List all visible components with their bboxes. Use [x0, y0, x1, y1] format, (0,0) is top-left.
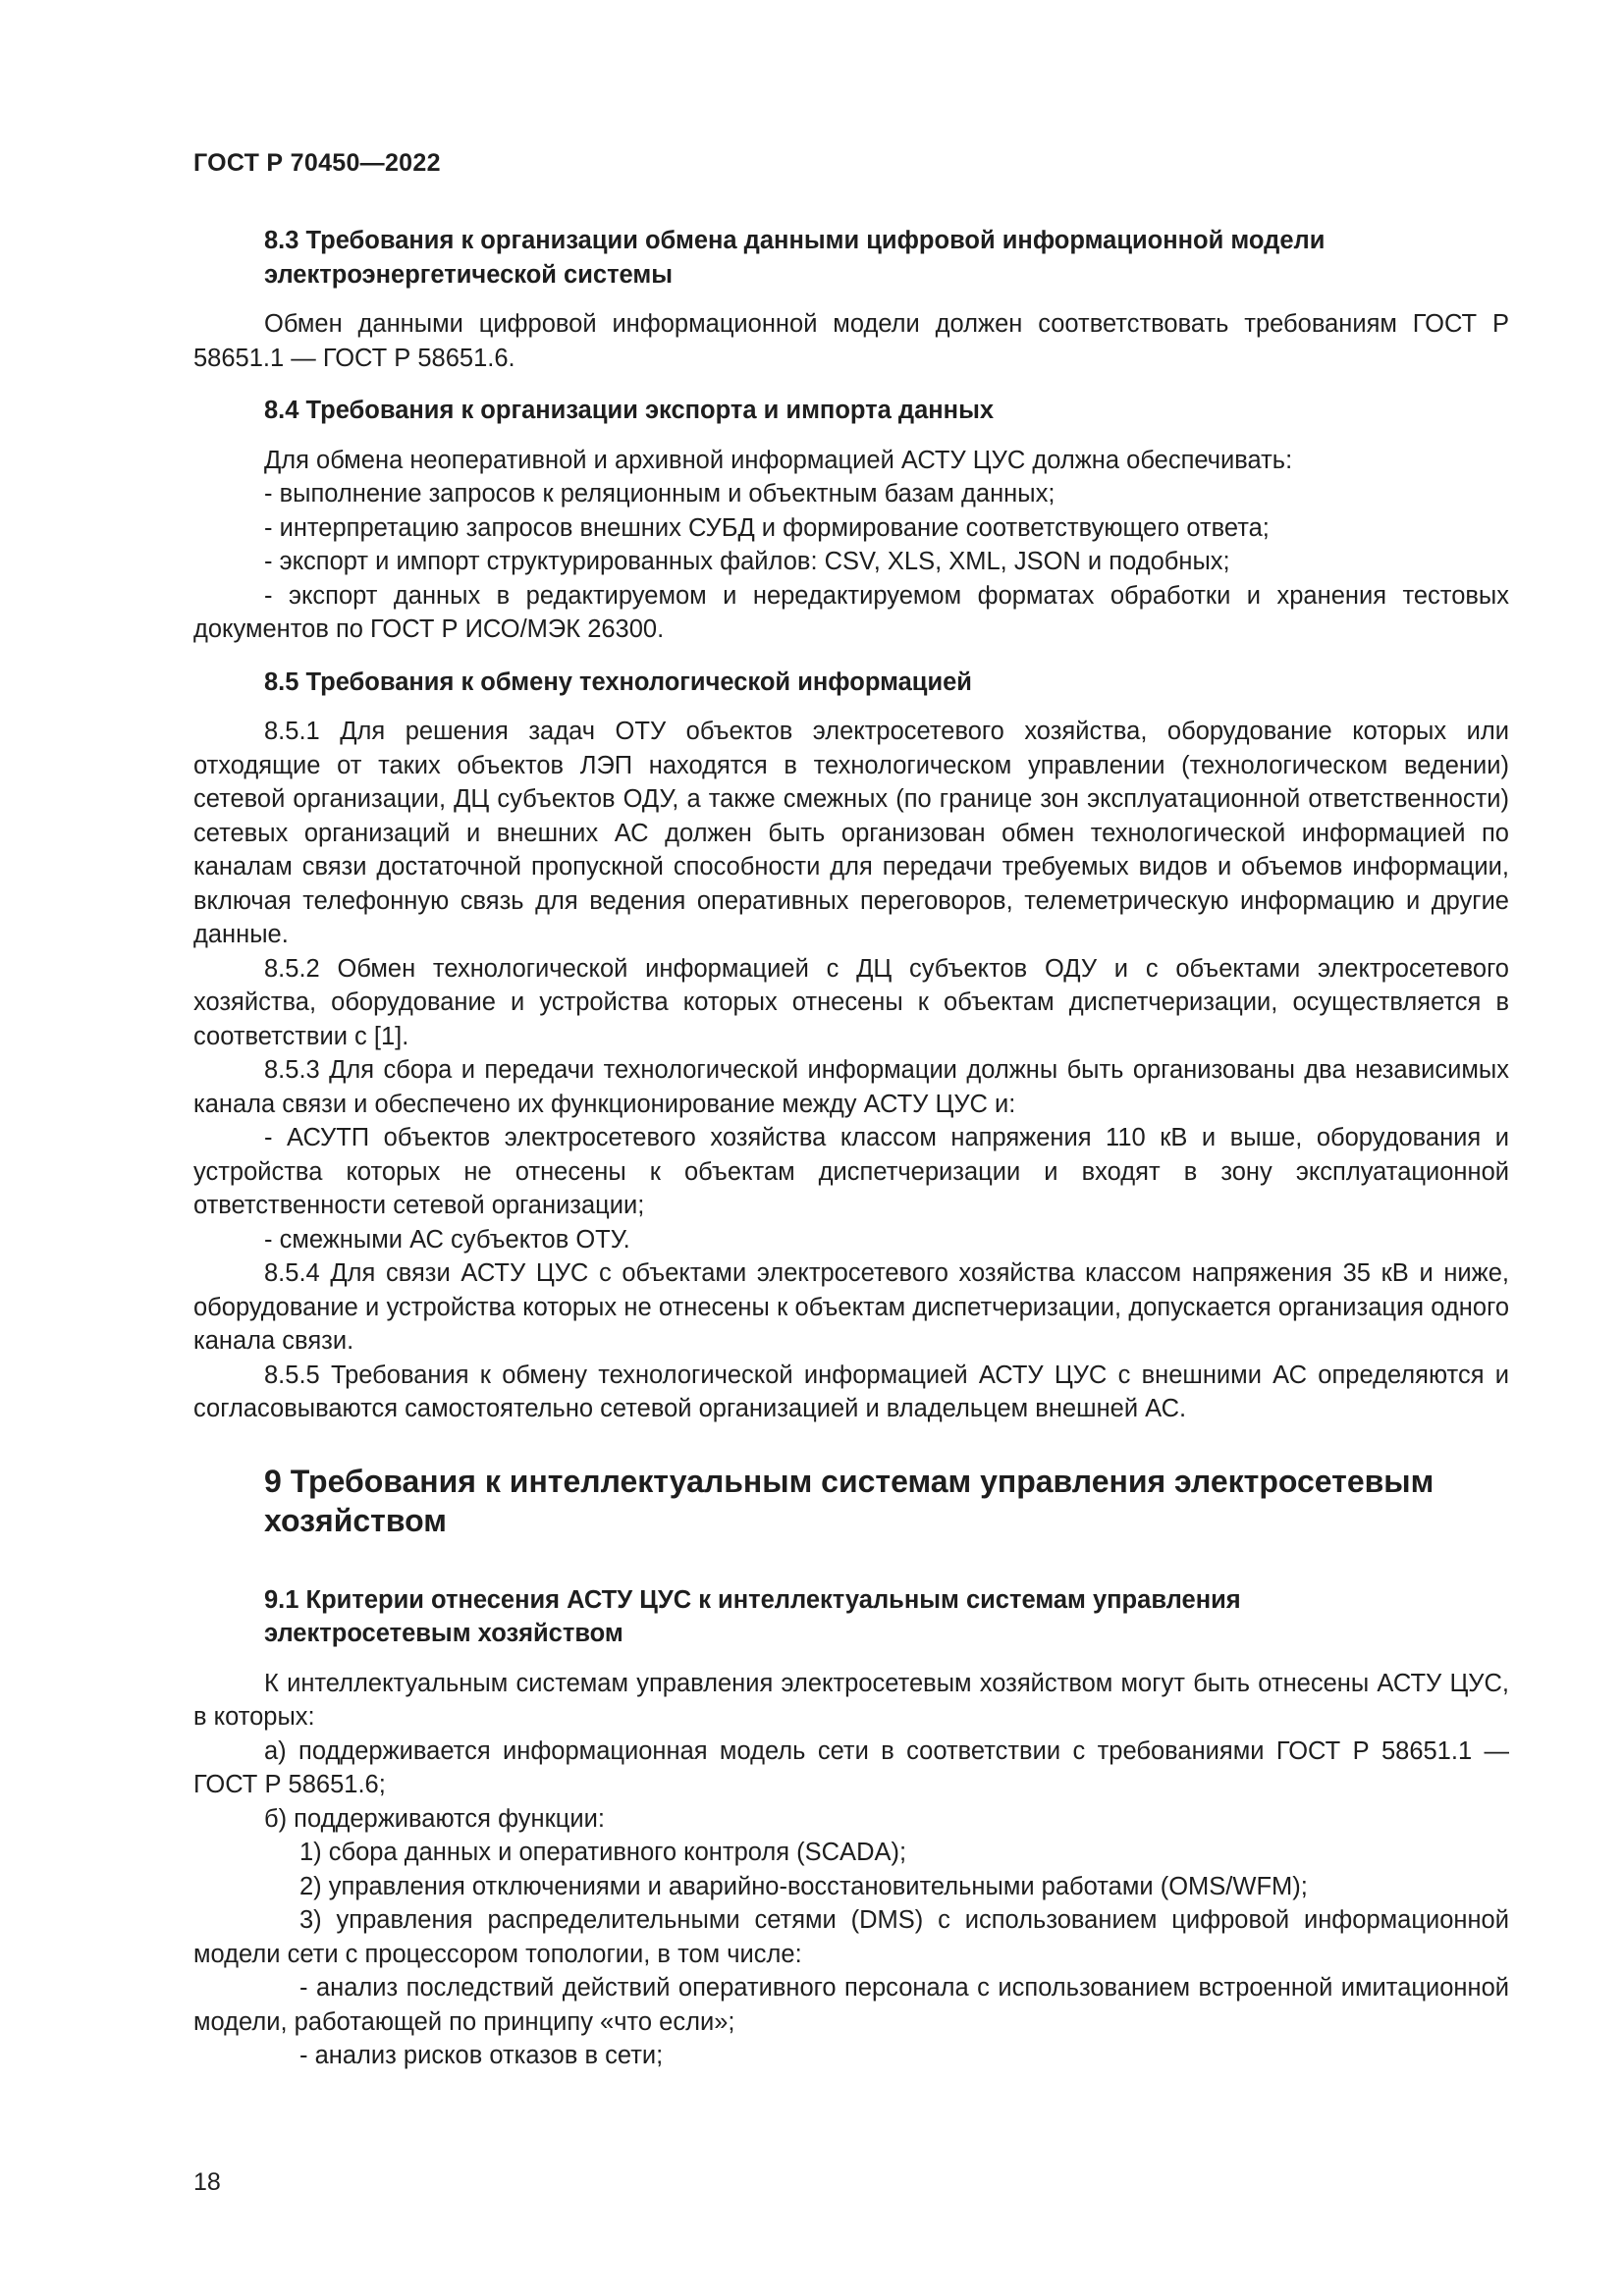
- document-code-header: ГОСТ Р 70450—2022: [193, 149, 441, 177]
- section-9-1-item-b: б) поддерживаются функции:: [264, 1804, 605, 1833]
- function-item-2: 2) управления отключениями и аварийно-восстановительными работами (OMS/WFM);: [299, 1872, 1308, 1900]
- section-9-1-intro: К интеллектуальным системам управления электросетевым хозяйством могут быть отнесены АСТУ ЦУС, в которых:: [193, 1669, 1509, 1731]
- document-body: [193, 224, 1509, 2073]
- page-number: 18: [193, 2168, 221, 2196]
- section-8-4-item-4: - экспорт данных в редактируемом и нередактируемом форматах обработки и хранения тестовых документов по ГОСТ Р ИСО/МЭК 26300.: [193, 581, 1509, 643]
- section-8-4-item-1: - выполнение запросов к реляционным и объектным базам данных;: [264, 480, 1056, 507]
- section-8-3-heading-line1: 8.3 Требования к организации обмена данными цифровой информационной модели: [264, 227, 1326, 254]
- paragraph-8-5-5: 8.5.5 Требования к обмену технологической информацией АСТУ ЦУС с внешними АС определяются и согласовываются самостоятельно сетевой организацией и владельцем внешней АС.: [193, 1361, 1509, 1422]
- paragraph-8-5-3-item-1: - АСУТП объектов электросетевого хозяйства классом напряжения 110 кВ и выше, оборудования и устройства которых не отнесены к объектам диспетчеризации и входят в зону эксплуатационной ответственности сетевой организации;: [193, 1124, 1509, 1219]
- section-9-1-heading: [193, 1583, 1509, 1651]
- dms-subitem-1: - анализ последствий действий оперативного персонала с использованием встроенной имитационной модели, работающей по принципу «что если»;: [193, 1974, 1509, 2036]
- section-9-heading: [193, 1462, 1509, 1540]
- paragraph-8-5-3: 8.5.3 Для сбора и передачи технологической информации должны быть организованы два независимых канала связи и обеспечено их функционирование между АСТУ ЦУС и:: [193, 1056, 1509, 1118]
- section-8-4-item-3: - экспорт и импорт структурированных файлов: CSV, XLS, XML, JSON и подобных;: [264, 548, 1230, 575]
- paragraph-8-5-4: 8.5.4 Для связи АСТУ ЦУС с объектами электросетевого хозяйства классом напряжения 35 кВ и ниже, оборудование и устройства которых не отнесены к объектам диспетчеризации, допускается организация одного канала связи.: [193, 1259, 1509, 1355]
- section-8-3-paragraph: Обмен данными цифровой информационной модели должен соответствовать требованиям ГОСТ Р 58651.1 — ГОСТ Р 58651.6.: [193, 310, 1509, 372]
- dms-subitem-2: - анализ рисков отказов в сети;: [299, 2042, 664, 2069]
- section-9-heading-line2: хозяйством: [264, 1502, 447, 1538]
- section-8-3-heading-line2: электроэнергетической системы: [264, 260, 674, 289]
- section-9-1-heading-line2: электросетевым хозяйством: [264, 1620, 623, 1647]
- paragraph-8-5-3-item-2: - смежными АС субъектов ОТУ.: [264, 1225, 630, 1254]
- section-9-1-item-a: а) поддерживается информационная модель сети в соответствии с требованиями ГОСТ Р 58651.1 — ГОСТ Р 58651.6;: [193, 1736, 1509, 1798]
- section-8-4-intro: Для обмена неоперативной и архивной информацией АСТУ ЦУС должна обеспечивать:: [264, 446, 1293, 474]
- section-8-5-heading: 8.5 Требования к обмену технологической информацией: [264, 667, 972, 696]
- paragraph-8-5-2: 8.5.2 Обмен технологической информацией с ДЦ субъектов ОДУ и с объектами электросетевого хозяйства, оборудование и устройства которых отнесены к объектам диспетчеризации, осуществляется в соответствии с [1].: [193, 954, 1509, 1050]
- section-9-1-heading-line1: 9.1 Критерии отнесения АСТУ ЦУС к интеллектуальным системам управления: [264, 1585, 1241, 1614]
- paragraph-8-5-1: 8.5.1 Для решения задач ОТУ объектов электросетевого хозяйства, оборудование которых или отходящие от таких объектов ЛЭП находятся в технологическом управлении (технологическом ведении) сетевой организации, ДЦ субъектов ОДУ, а также смежных (по границе зон эксплуатационной ответственности) сетевых организаций и внешних АС должен быть организован обмен технологической информацией по каналам связи достаточной пропускной способности для передачи требуемых видов и объемов информации, включая телефонную связь для ведения оперативных переговоров, телеметрическую информацию и другие данные.: [193, 718, 1509, 948]
- section-8-4-heading: 8.4 Требования к организации экспорта и импорта данных: [264, 397, 995, 424]
- section-8-4-item-2: - интерпретацию запросов внешних СУБД и формирование соответствующего ответа;: [264, 513, 1270, 542]
- section-8-3-heading: [193, 224, 1509, 292]
- section-9-heading-line1: 9 Требования к интеллектуальным системам управления электросетевым: [264, 1463, 1435, 1499]
- function-item-3: 3) управления распределительными сетями (DMS) с использованием цифровой информационной модели сети с процессором топологии, в том числе:: [193, 1906, 1509, 1968]
- function-item-1: 1) сбора данных и оперативного контроля (SCADA);: [299, 1839, 907, 1866]
